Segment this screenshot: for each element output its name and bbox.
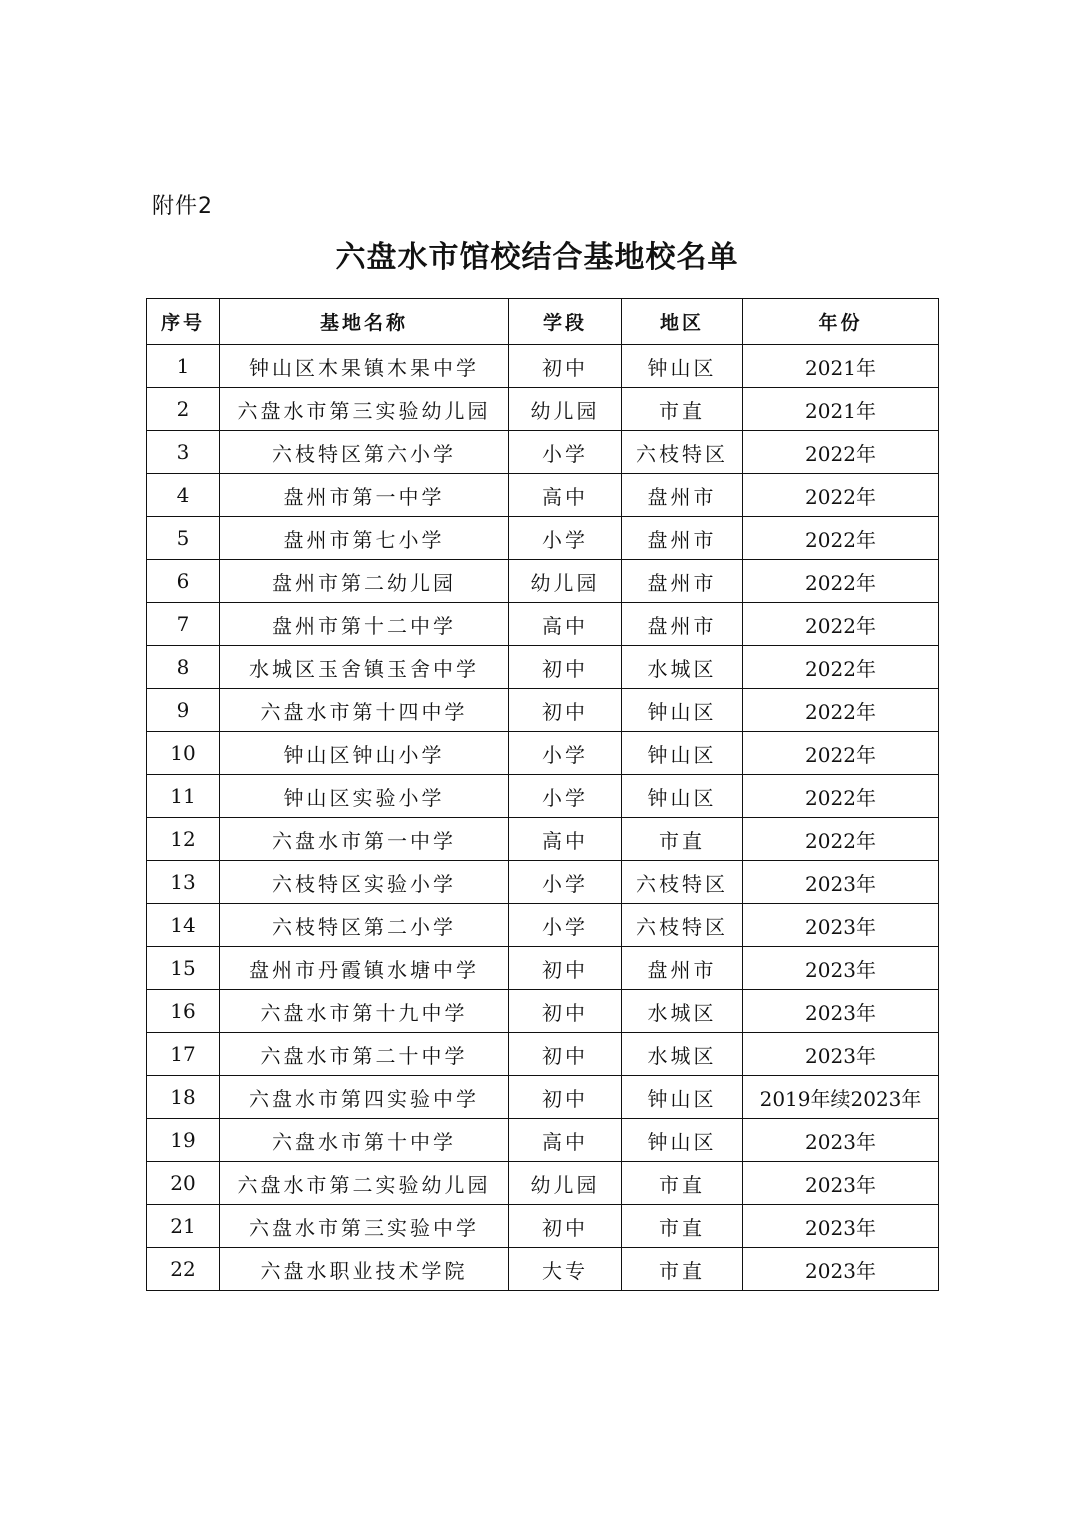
cell-year: 2023年 (743, 1119, 939, 1162)
cell-name: 六盘水职业技术学院 (220, 1248, 509, 1291)
cell-index: 19 (147, 1119, 220, 1162)
cell-region: 盘州市 (622, 474, 743, 517)
cell-index: 7 (147, 603, 220, 646)
cell-year: 2021年 (743, 388, 939, 431)
cell-year: 2022年 (743, 689, 939, 732)
cell-stage: 小学 (509, 732, 622, 775)
header-index: 序号 (147, 299, 220, 345)
header-stage: 学段 (509, 299, 622, 345)
table-row (147, 689, 939, 732)
cell-region: 六枝特区 (622, 431, 743, 474)
cell-region: 钟山区 (622, 732, 743, 775)
cell-index: 4 (147, 474, 220, 517)
table-row (147, 560, 939, 603)
cell-region: 钟山区 (622, 689, 743, 732)
cell-year: 2022年 (743, 560, 939, 603)
base-school-table (146, 298, 939, 1291)
cell-stage: 幼儿园 (509, 1162, 622, 1205)
cell-year: 2022年 (743, 517, 939, 560)
cell-year: 2023年 (743, 1033, 939, 1076)
cell-region: 水城区 (622, 1033, 743, 1076)
cell-year: 2023年 (743, 904, 939, 947)
cell-region: 钟山区 (622, 345, 743, 388)
table-row (147, 818, 939, 861)
table-body (147, 345, 939, 1291)
table-row (147, 603, 939, 646)
header-name: 基地名称 (220, 299, 509, 345)
table-row (147, 388, 939, 431)
cell-name: 六盘水市第一中学 (220, 818, 509, 861)
cell-stage: 初中 (509, 646, 622, 689)
cell-year: 2023年 (743, 947, 939, 990)
cell-name: 钟山区实验小学 (220, 775, 509, 818)
cell-stage: 高中 (509, 474, 622, 517)
cell-stage: 小学 (509, 431, 622, 474)
cell-stage: 初中 (509, 1076, 622, 1119)
cell-year: 2022年 (743, 431, 939, 474)
cell-region: 市直 (622, 1205, 743, 1248)
cell-stage: 小学 (509, 517, 622, 560)
cell-year: 2023年 (743, 1162, 939, 1205)
cell-index: 6 (147, 560, 220, 603)
table-row (147, 904, 939, 947)
table-header-row (147, 299, 939, 345)
table-row (147, 861, 939, 904)
cell-index: 3 (147, 431, 220, 474)
cell-region: 水城区 (622, 646, 743, 689)
cell-index: 10 (147, 732, 220, 775)
cell-region: 盘州市 (622, 947, 743, 990)
header-year: 年份 (743, 299, 939, 345)
cell-stage: 初中 (509, 990, 622, 1033)
cell-stage: 幼儿园 (509, 388, 622, 431)
cell-region: 盘州市 (622, 517, 743, 560)
table-row (147, 646, 939, 689)
cell-name: 盘州市第七小学 (220, 517, 509, 560)
cell-region: 市直 (622, 388, 743, 431)
cell-index: 21 (147, 1205, 220, 1248)
cell-stage: 小学 (509, 861, 622, 904)
cell-region: 市直 (622, 1162, 743, 1205)
cell-name: 六枝特区第六小学 (220, 431, 509, 474)
cell-year: 2022年 (743, 603, 939, 646)
cell-region: 钟山区 (622, 1119, 743, 1162)
cell-name: 六盘水市第三实验幼儿园 (220, 388, 509, 431)
cell-year: 2022年 (743, 646, 939, 689)
cell-year: 2023年 (743, 1248, 939, 1291)
cell-year: 2019年续2023年 (743, 1076, 939, 1119)
cell-year: 2022年 (743, 474, 939, 517)
table-row (147, 1162, 939, 1205)
cell-index: 18 (147, 1076, 220, 1119)
table-row (147, 474, 939, 517)
cell-name: 钟山区木果镇木果中学 (220, 345, 509, 388)
cell-name: 盘州市丹霞镇水塘中学 (220, 947, 509, 990)
cell-stage: 小学 (509, 904, 622, 947)
cell-index: 12 (147, 818, 220, 861)
cell-stage: 初中 (509, 947, 622, 990)
cell-index: 13 (147, 861, 220, 904)
cell-index: 20 (147, 1162, 220, 1205)
cell-year: 2022年 (743, 775, 939, 818)
cell-name: 盘州市第一中学 (220, 474, 509, 517)
cell-name: 钟山区钟山小学 (220, 732, 509, 775)
cell-index: 8 (147, 646, 220, 689)
cell-year: 2022年 (743, 732, 939, 775)
table-row (147, 1248, 939, 1291)
cell-region: 钟山区 (622, 1076, 743, 1119)
table-row (147, 990, 939, 1033)
cell-year: 2023年 (743, 1205, 939, 1248)
cell-name: 六盘水市第二十中学 (220, 1033, 509, 1076)
cell-index: 14 (147, 904, 220, 947)
table-row (147, 517, 939, 560)
cell-name: 六盘水市第十四中学 (220, 689, 509, 732)
cell-year: 2023年 (743, 861, 939, 904)
table-row (147, 1033, 939, 1076)
table-row (147, 1119, 939, 1162)
cell-name: 六盘水市第二实验幼儿园 (220, 1162, 509, 1205)
cell-year: 2023年 (743, 990, 939, 1033)
cell-year: 2021年 (743, 345, 939, 388)
table-row (147, 947, 939, 990)
cell-stage: 高中 (509, 818, 622, 861)
cell-stage: 初中 (509, 1205, 622, 1248)
page-title: 六盘水市馆校结合基地校名单 (335, 240, 739, 275)
cell-index: 11 (147, 775, 220, 818)
cell-region: 盘州市 (622, 603, 743, 646)
cell-name: 盘州市第十二中学 (220, 603, 509, 646)
cell-year: 2022年 (743, 818, 939, 861)
cell-region: 钟山区 (622, 775, 743, 818)
cell-name: 盘州市第二幼儿园 (220, 560, 509, 603)
cell-region: 六枝特区 (622, 904, 743, 947)
table-row (147, 775, 939, 818)
cell-name: 六枝特区第二小学 (220, 904, 509, 947)
cell-index: 2 (147, 388, 220, 431)
cell-stage: 小学 (509, 775, 622, 818)
cell-stage: 初中 (509, 345, 622, 388)
cell-name: 六盘水市第十九中学 (220, 990, 509, 1033)
cell-name: 六盘水市第三实验中学 (220, 1205, 509, 1248)
table-row (147, 345, 939, 388)
cell-name: 六枝特区实验小学 (220, 861, 509, 904)
cell-name: 水城区玉舍镇玉舍中学 (220, 646, 509, 689)
table-row (147, 732, 939, 775)
cell-index: 22 (147, 1248, 220, 1291)
cell-index: 5 (147, 517, 220, 560)
cell-index: 15 (147, 947, 220, 990)
cell-stage: 高中 (509, 603, 622, 646)
cell-stage: 高中 (509, 1119, 622, 1162)
table-row (147, 1076, 939, 1119)
cell-region: 六枝特区 (622, 861, 743, 904)
cell-stage: 幼儿园 (509, 560, 622, 603)
table-row (147, 1205, 939, 1248)
cell-region: 市直 (622, 1248, 743, 1291)
cell-index: 1 (147, 345, 220, 388)
attachment-label: 附件2 (152, 194, 213, 219)
cell-region: 盘州市 (622, 560, 743, 603)
cell-region: 水城区 (622, 990, 743, 1033)
cell-name: 六盘水市第四实验中学 (220, 1076, 509, 1119)
cell-region: 市直 (622, 818, 743, 861)
cell-stage: 初中 (509, 1033, 622, 1076)
cell-index: 9 (147, 689, 220, 732)
table-row (147, 431, 939, 474)
header-region: 地区 (622, 299, 743, 345)
cell-index: 17 (147, 1033, 220, 1076)
cell-name: 六盘水市第十中学 (220, 1119, 509, 1162)
cell-stage: 大专 (509, 1248, 622, 1291)
cell-index: 16 (147, 990, 220, 1033)
cell-stage: 初中 (509, 689, 622, 732)
